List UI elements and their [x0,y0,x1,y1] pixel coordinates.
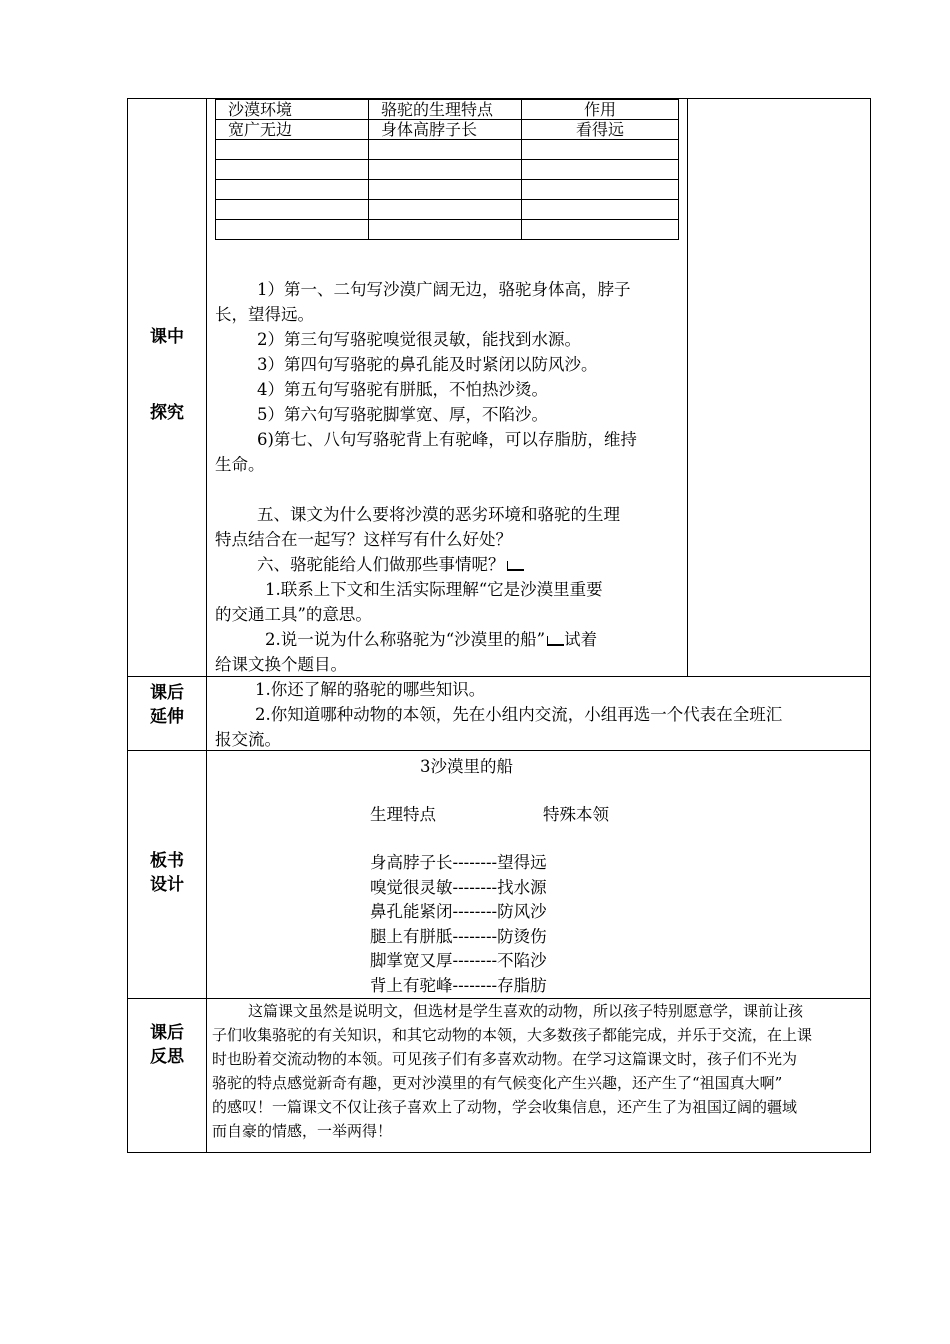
section-label-explore [128,99,207,677]
table-cell: 身体高脖子长 [369,120,522,140]
explore-line: 1）第一、二句写沙漠广阔无边，骆驼身体高，脖子 [257,280,631,299]
explore-line: 2）第三句写骆驼嗅觉很灵敏，能找到水源。 [257,330,581,349]
explore-line: 6)第七、八句写骆驼背上有驼峰，可以存脂肪，维持 [257,430,637,449]
extend-text [215,677,865,752]
extend-line: 报交流。 [215,730,281,749]
explore-line: 2.说一说为什么称骆驼为“沙漠里的船” 试着 [265,630,598,649]
section-label-line: 反思 [150,1047,184,1067]
explore-line: 4）第五句写骆驼有胼胝，不怕热沙烫。 [257,380,548,399]
table-header: 骆驼的生理特点 [369,100,522,120]
section-label-line: 延伸 [150,707,184,727]
board-row: 腿上有胼胝--------防烫伤 [370,926,547,946]
table-row [216,200,679,220]
table-header: 沙漠环境 [216,100,369,120]
paragraph-mark-icon [507,561,524,571]
explore-line: 给课文换个题目。 [215,655,347,674]
section-label-board [128,751,207,999]
section-label-line: 课中 [150,327,184,347]
table-cell: 看得远 [522,120,679,140]
explore-line: 1.联系上下文和生活实际理解“它是沙漠里重要 [265,580,603,599]
explore-line: 3）第四句写骆驼的鼻孔能及时紧闭以防风沙。 [257,355,598,374]
board-rows [370,851,670,998]
explore-line: 生命。 [215,455,265,474]
table-row [216,220,679,240]
board-row: 脚掌宽又厚--------不陷沙 [370,951,547,970]
section-label-line: 课后 [150,683,184,703]
table-row [216,120,679,140]
explore-line: 六、骆驼能给人们做那些事情呢？ [215,552,681,577]
section-label-line: 板书 [150,851,184,871]
board-col-header: 特殊本领 [543,805,609,824]
table-row [216,160,679,180]
section-label-line: 探究 [150,403,184,423]
reflect-line: 这篇课文虽然是说明文，但选材是学生喜欢的动物，所以孩子特别愿意学，课前让孩 [248,1002,804,1020]
explore-line: 5）第六句写骆驼脚掌宽、厚，不陷沙。 [257,405,548,424]
board-row: 身高脖子长--------望得远 [370,853,547,872]
reflect-line: 时也盼着交流动物的本领。可见孩子们有多喜欢动物。在学习这篇课文时，孩子们不光为 [212,1050,798,1068]
table-header: 作用 [522,100,679,120]
section-label-line: 设计 [150,875,184,895]
reflect-line: 的感叹！一篇课文不仅让孩子喜欢上了动物，学会收集信息，还产生了为祖国辽阔的疆域 [212,1098,798,1116]
reflect-line: 骆驼的特点感觉新奇有趣，更对沙漠里的有气候变化产生兴趣，还产生了“祖国真大啊” [212,1074,783,1092]
reflect-line: 而自豪的情感，一举两得！ [212,1122,393,1140]
section-label-reflect [128,999,207,1153]
explore-line: 特点结合在一起写？这样写有什么好处？ [215,530,512,549]
section-label-extend [128,677,207,751]
feature-table [215,99,679,240]
reflect-line: 子们收集骆驼的有关知识，和其它动物的本领，大多数孩子都能完成，并乐于交流，在上课 [212,1026,813,1044]
board-row: 嗅觉很灵敏--------找水源 [370,877,547,897]
board-row: 背上有驼峰--------存脂肪 [370,975,547,995]
section-label-line: 课后 [150,1023,184,1043]
table-row [216,140,679,160]
explore-text [215,277,681,677]
explore-line: 长，望得远。 [215,305,314,324]
table-row [216,100,679,120]
board-title: 3沙漠里的船 [420,757,513,776]
explore-line: 五、课文为什么要将沙漠的恶劣环境和骆驼的生理 [257,505,620,524]
extend-line: 1.你还了解的骆驼的哪些知识。 [255,680,486,699]
board-col-header: 生理特点 [370,805,436,824]
extend-line: 2.你知道哪种动物的本领，先在小组内交流，小组再选一个代表在全班汇 [255,705,783,724]
table-row [216,180,679,200]
notes-cell [688,99,871,677]
paragraph-mark-icon [547,636,564,646]
table-cell: 宽广无边 [216,120,369,140]
reflect-text [212,999,867,1143]
explore-line: 的交通工具”的意思。 [215,605,372,624]
board-row: 鼻孔能紧闭--------防风沙 [370,902,547,921]
